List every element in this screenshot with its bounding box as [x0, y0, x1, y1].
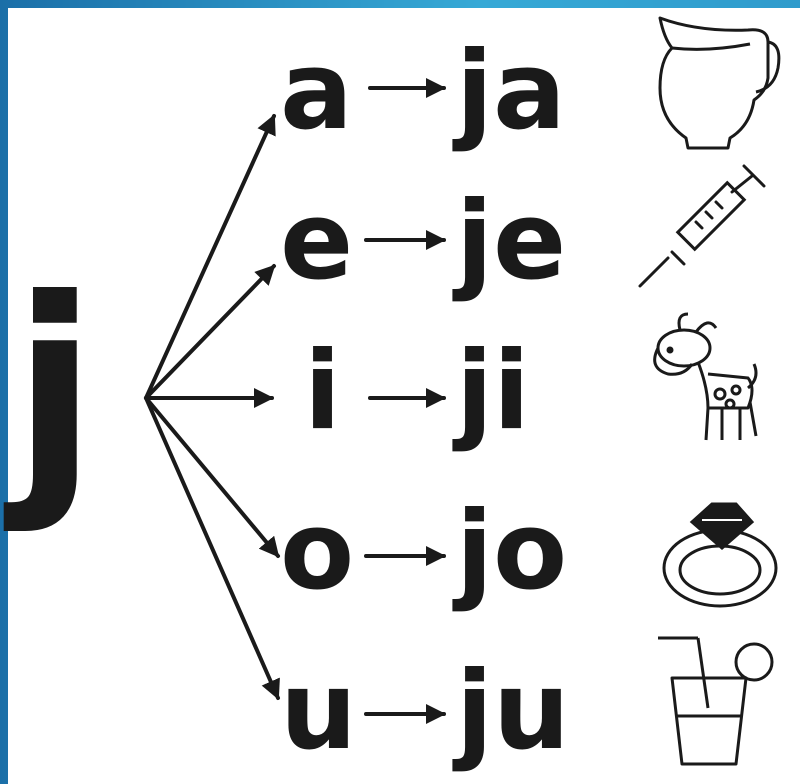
- syllable-ja: ja: [456, 29, 566, 154]
- pitcher-icon: [660, 18, 779, 148]
- syllable-ju: ju: [456, 649, 570, 774]
- branch-arrow-a: [146, 116, 274, 398]
- worksheet: [8, 8, 800, 784]
- diagram-arrows: [8, 8, 800, 784]
- vowel-u: u: [280, 649, 357, 774]
- syllable-je: je: [456, 179, 567, 304]
- branch-arrow-e: [146, 266, 274, 398]
- branch-arrow-o: [146, 398, 278, 556]
- juice-glass-icon: [658, 638, 772, 764]
- vowel-o: o: [280, 489, 355, 614]
- syllable-ji: ji: [456, 329, 531, 454]
- syringe-icon: [640, 166, 764, 286]
- branch-arrow-u: [146, 398, 278, 698]
- syllable-jo: jo: [456, 489, 568, 614]
- root-letter: j: [12, 245, 98, 536]
- giraffe-icon: [655, 314, 756, 440]
- vowel-i: i: [304, 329, 342, 454]
- vowel-e: e: [280, 179, 354, 304]
- ring-icon: [664, 504, 776, 606]
- vowel-a: a: [280, 29, 353, 154]
